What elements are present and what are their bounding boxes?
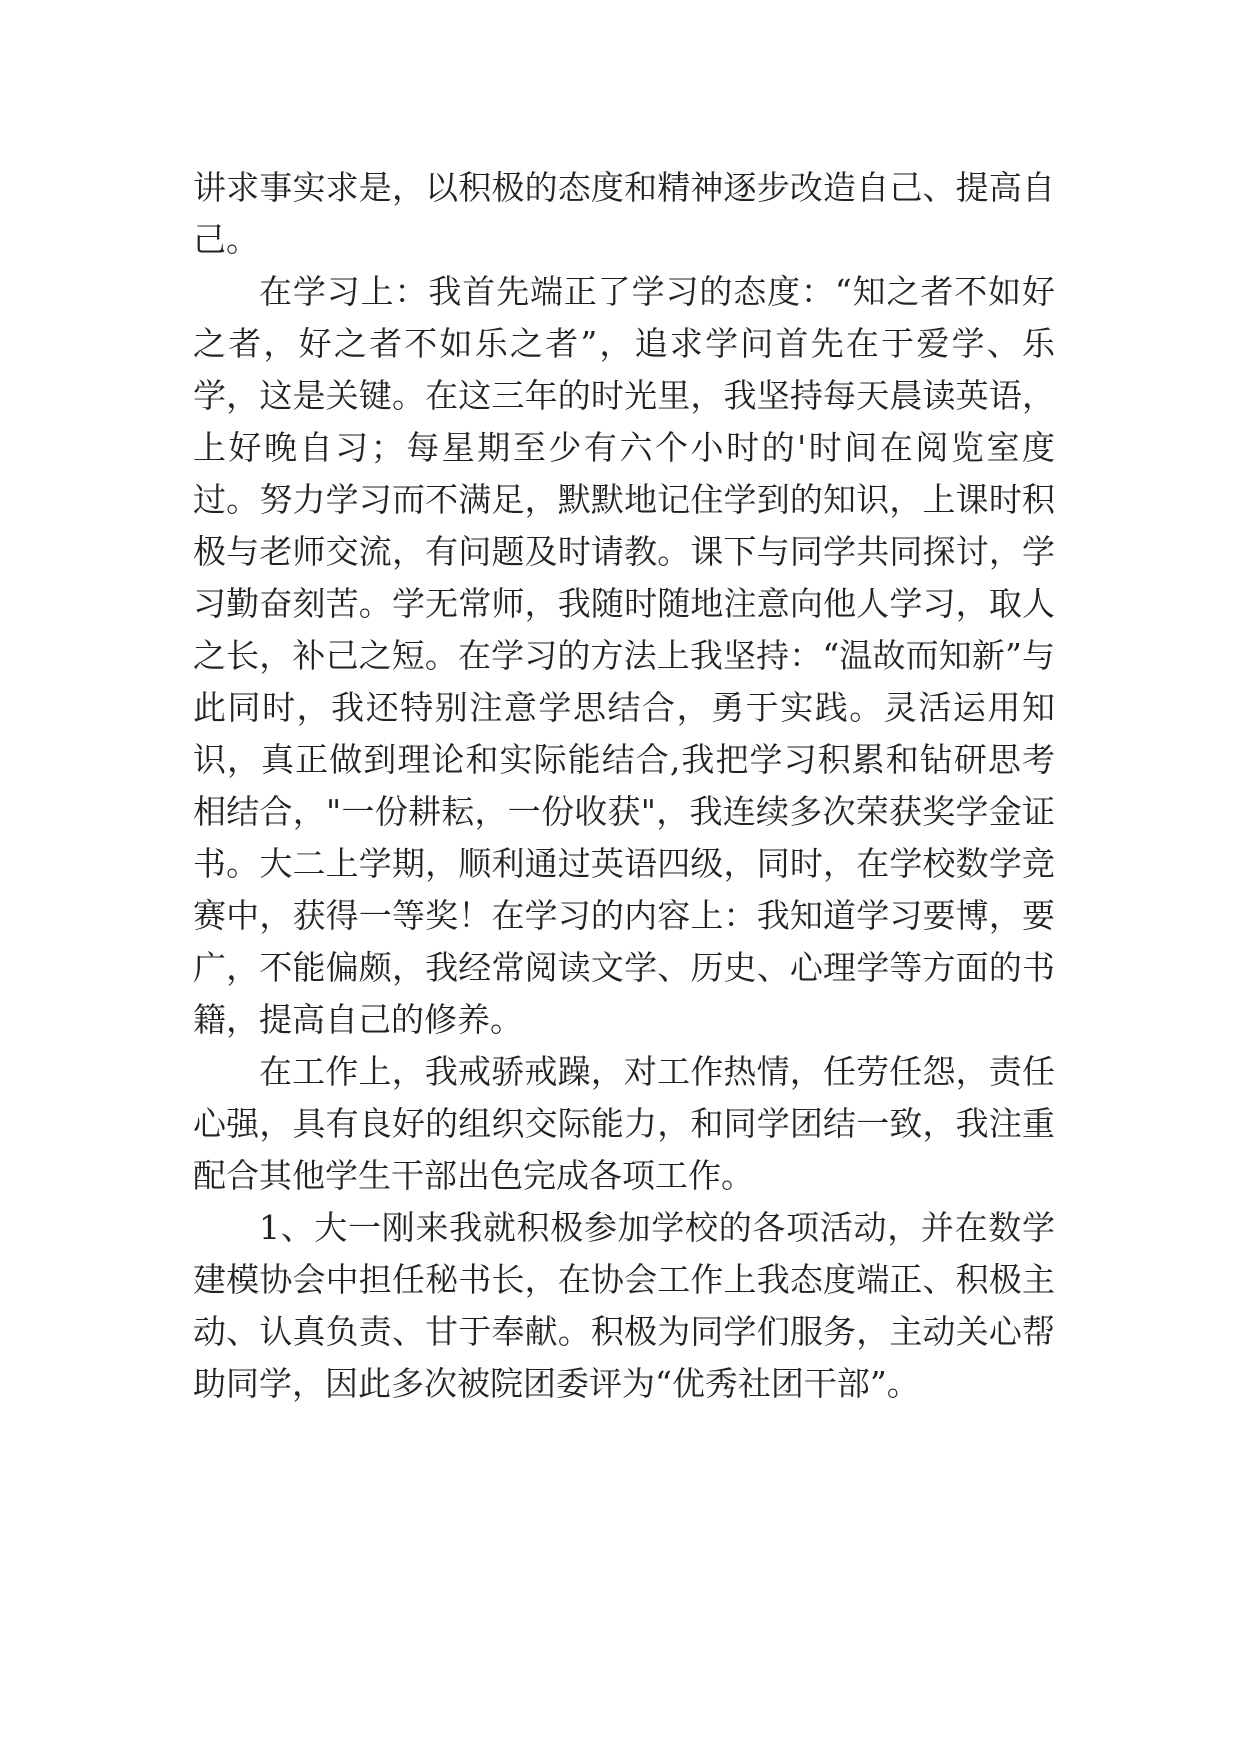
paragraph-1: 讲求事实求是，以积极的态度和精神逐步改造自己、提高自己。 [193, 168, 1055, 259]
paragraph-4: 1、大一刚来我就积极参加学校的各项活动，并在数学建模协会中担任秘书长，在协会工作上我态度端正、积极主动、认真负责、甘于奉献。积极为同学们服务，主动关心帮助同学，因此多次被院团委评为“优秀社团干部”。 [193, 1208, 1055, 1403]
document-body [193, 162, 1055, 1410]
paragraph-2: 在学习上：我首先端正了学习的态度：“知之者不如好之者，好之者不如乐之者”，追求学问首先在于爱学、乐学，这是关键。在这三年的时光里，我坚持每天晨读英语，上好晚自习；每星期至少有六个小时的'时间在阅览室度过。努力学习而不满足，默默地记住学到的知识，上课时积极与老师交流，有问题及时请教。课下与同学共同探讨，学习勤奋刻苦。学无常师，我随时随地注意向他人学习，取人之长，补己之短。在学习的方法上我坚持：“温故而知新”与此同时，我还特别注意学思结合，勇于实践。灵活运用知识，真正做到理论和实际能结合,我把学习积累和钻研思考相结合，"一份耕耘，一份收获"，我连续多次荣获奖学金证书。大二上学期，顺利通过英语四级，同时，在学校数学竞赛中，获得一等奖！在学习的内容上：我知道学习要博，要广，不能偏颇，我经常阅读文学、历史、心理学等方面的书籍，提高自己的修养。 [193, 272, 1055, 1039]
paragraph-3: 在工作上，我戒骄戒躁，对工作热情，任劳任怨，责任心强，具有良好的组织交际能力，和同学团结一致，我注重配合其他学生干部出色完成各项工作。 [193, 1052, 1055, 1195]
